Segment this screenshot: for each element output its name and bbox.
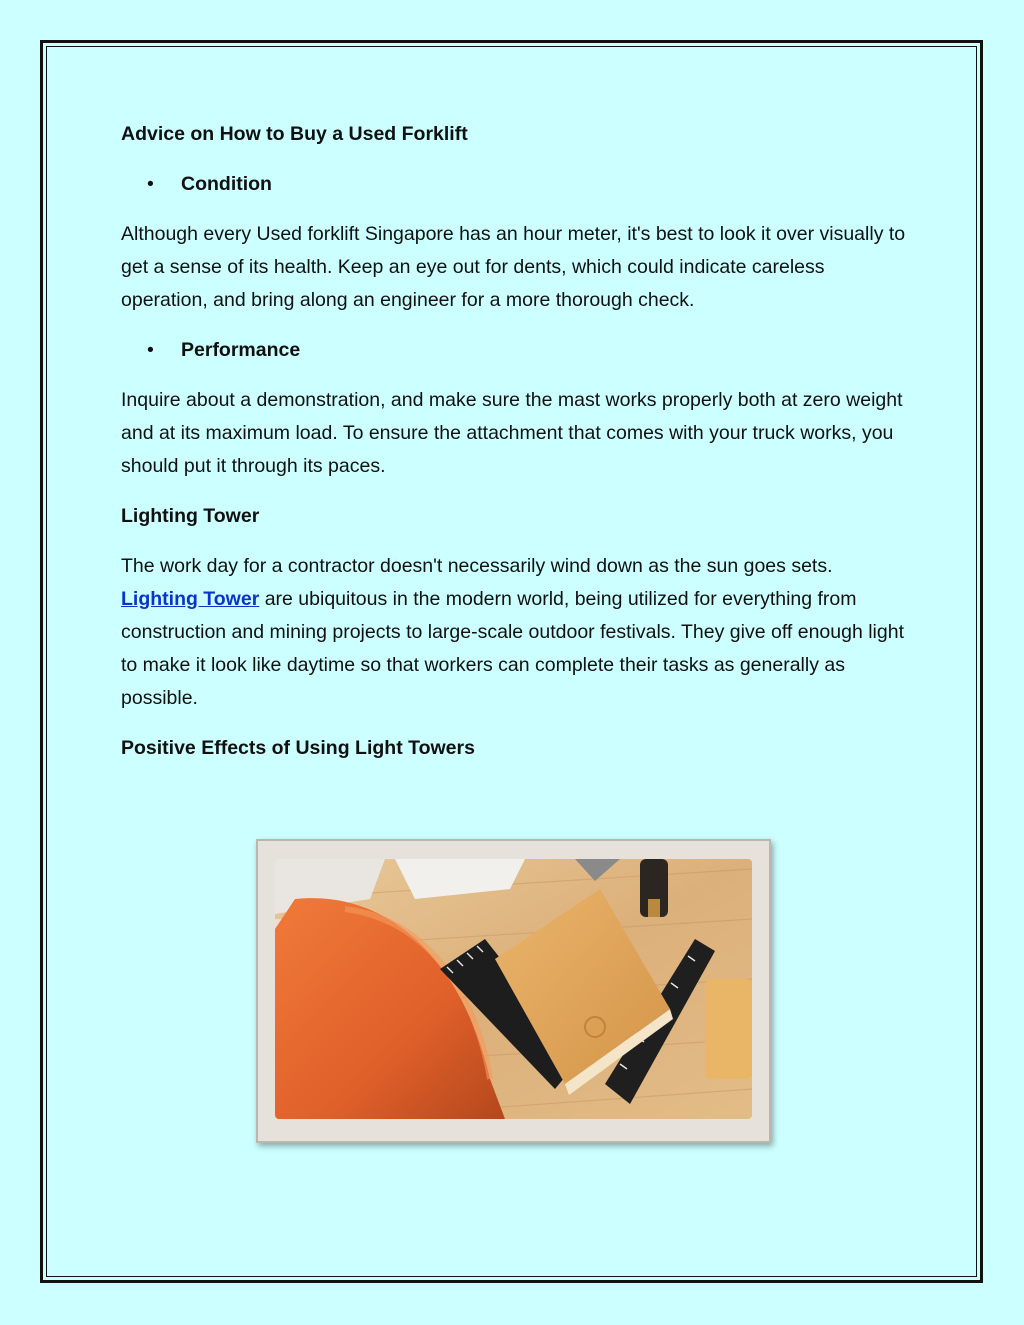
lighting-tower-link[interactable]: Lighting Tower: [121, 588, 260, 610]
lighting-tower-heading: Lighting Tower: [121, 505, 260, 527]
page-title: Advice on How to Buy a Used Forklift: [121, 123, 468, 145]
positive-effects-heading: Positive Effects of Using Light Towers: [121, 737, 475, 759]
bullet-performance-label: Performance: [181, 339, 301, 361]
lighting-tower-paragraph: [121, 550, 911, 715]
bullet-icon: •: [147, 173, 154, 195]
condition-paragraph: Although every Used forklift Singapore has an hour meter, it's best to look it over visually to get a sense of its health. Keep an eye out for dents, which could indicate careless operation, and bring along an engineer for a more thorough check.: [121, 223, 906, 311]
document-content: [121, 118, 911, 782]
bullet-icon: •: [147, 339, 154, 361]
desk-tools-photo-icon: [275, 859, 752, 1119]
bullet-performance: [121, 334, 911, 367]
lighting-paragraph-end: are ubiquitous in the modern world, being utilized for everything from construction and mining projects to large-scale outdoor festivals. They give off enough light to make it look like daytime so that workers can complete their tasks as generally as possible.: [121, 588, 904, 709]
lighting-paragraph-start: The work day for a contractor doesn't necessarily wind down as the sun goes sets.: [121, 555, 833, 577]
performance-paragraph: Inquire about a demonstration, and make sure the mast works properly both at zero weight and at its maximum load. To ensure the attachment that comes with your truck works, you should put it through its paces.: [121, 389, 903, 477]
photo-frame: [256, 839, 771, 1143]
bullet-condition-label: Condition: [181, 173, 272, 195]
bullet-condition: [121, 168, 911, 201]
